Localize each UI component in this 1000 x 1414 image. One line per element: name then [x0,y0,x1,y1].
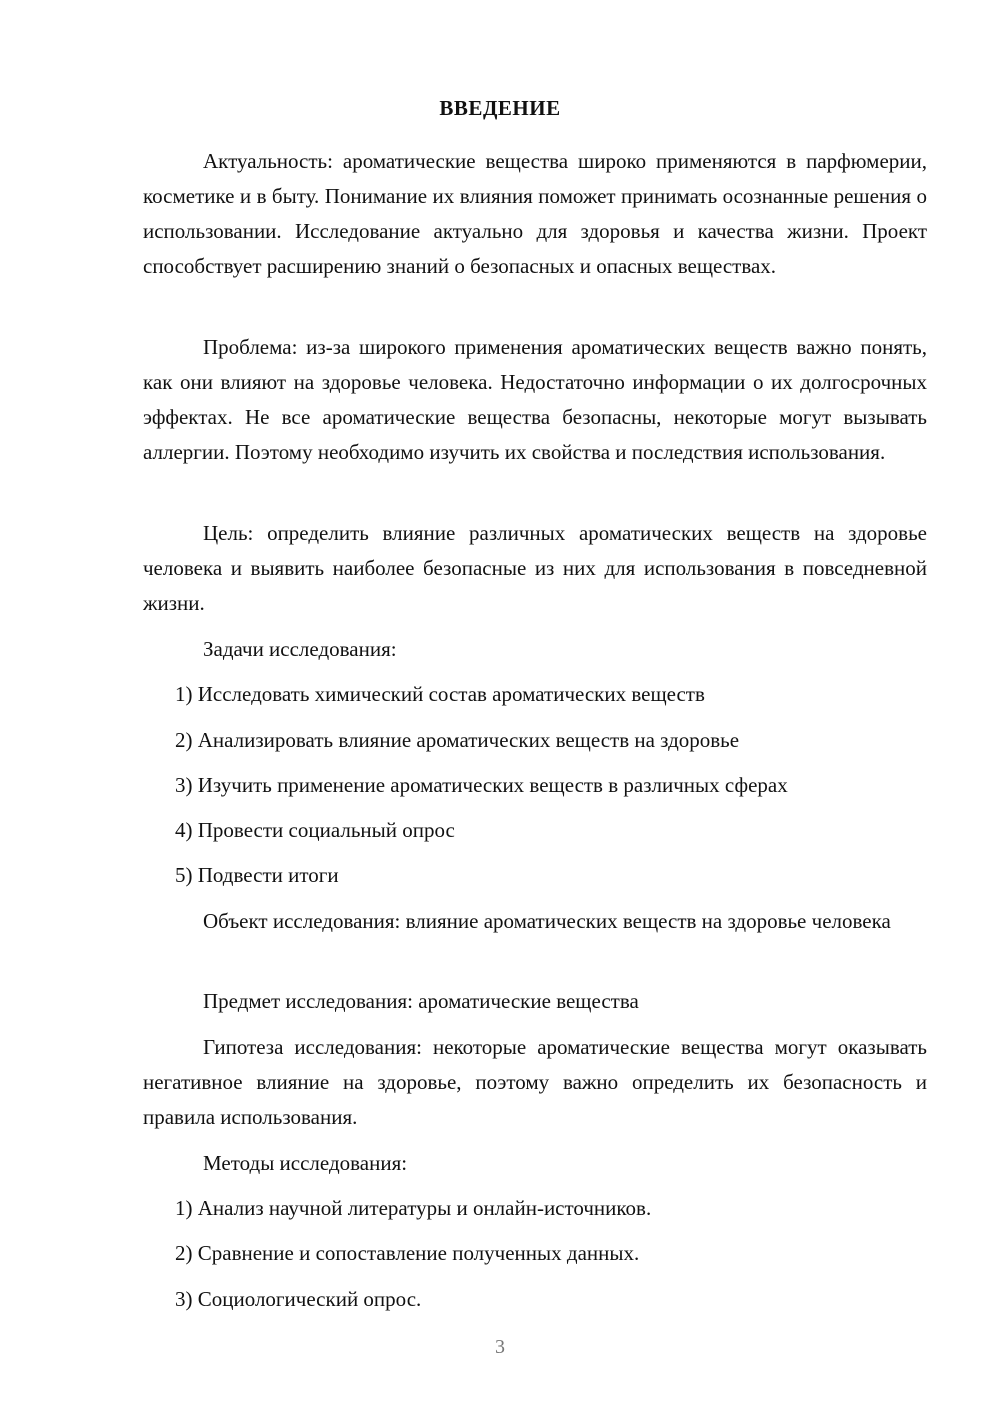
goal-paragraph: Цель: определить влияние различных ароматических веществ на здоровье человека и выявить наиболее безопасные из них для использования в повседневной жизни. [143,521,927,615]
relevance-paragraph: Актуальность: ароматические вещества широко применяются в парфюмерии, косметике и в быту. Понимание их влияния поможет принимать осознанные решения о использовании. Исследование актуально для здоровья и качества жизни. Проект способствует расширению знаний о безопасных и опасных веществах. [143,149,927,278]
subject-paragraph: Предмет исследования: ароматические вещества [203,989,639,1013]
task-item: 3) Изучить применение ароматических веществ в различных сферах [175,773,788,797]
tasks-heading: Задачи исследования: [203,637,397,661]
task-item: 2) Анализировать влияние ароматических веществ на здоровье [175,728,740,752]
object-paragraph: Объект исследования: влияние ароматических веществ на здоровье человека [203,909,891,933]
task-item: 1) Исследовать химический состав ароматических веществ [175,682,705,706]
hypothesis-paragraph: Гипотеза исследования: некоторые ароматические вещества могут оказывать негативное влияние на здоровье, поэтому важно определить их безопасность и правила использования. [143,1035,927,1129]
methods-heading: Методы исследования: [203,1151,408,1175]
method-item: 3) Социологический опрос. [175,1287,422,1311]
method-item: 2) Сравнение и сопоставление полученных данных. [175,1241,640,1265]
page-title: ВВЕДЕНИЕ [439,96,561,120]
problem-paragraph: Проблема: из-за широкого применения ароматических веществ важно понять, как они влияют на здоровье человека. Недостаточно информации о их долгосрочных эффектах. Не все ароматические вещества безопасны, некоторые могут вызывать аллергии. Поэтому необходимо изучить их свойства и последствия использования. [143,335,927,464]
method-item: 1) Анализ научной литературы и онлайн-источников. [175,1196,652,1220]
task-item: 4) Провести социальный опрос [175,818,455,842]
task-item: 5) Подвести итоги [175,863,339,887]
page-number: 3 [495,1336,505,1358]
